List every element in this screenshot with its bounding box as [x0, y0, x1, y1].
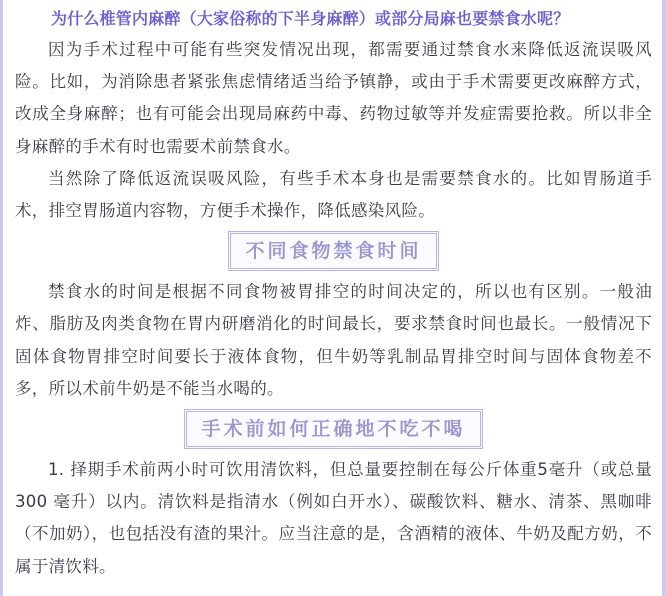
paragraph: 当然除了降低返流误吸风险，有些手术本身也是需要禁食水的。比如胃肠道手术，排空胃肠道内容物，方便手术操作，降低感染风险。: [15, 168, 652, 221]
section-heading-how-to-fast: 手术前如何正确地不吃不喝: [184, 409, 482, 449]
paragraph: 1. 择期手术前两小时可饮用清饮料，但总量要控制在每公斤体重5毫升（或总量300 毫升）以内。清饮料是指清水（例如白开水）、碳酸饮料、糖水、清茶、黑咖啡（不加奶），也包括没有渣的果汁。应当注意的是，含酒精的液体、牛奶及配方奶，不属于清饮料。: [15, 460, 652, 576]
section-heading-wrapper: [15, 231, 652, 271]
section-heading-wrapper: [15, 409, 652, 449]
section-heading-food-fasting-time: 不同食物禁食时间: [228, 231, 438, 271]
paragraph: 禁食水的时间是根据不同食物被胃排空的时间决定的，所以也有区别。一般油炸、脂肪及肉类食物在胃内研磨消化的时间最长，要求禁食时间也最长。一般情况下固体食物胃排空时间要长于液体食物，但牛奶等乳制品胃排空时间与固体食物差不多，所以术前牛奶是不能当水喝的。: [15, 282, 652, 398]
paragraph: 因为手术过程中可能有些突发情况出现，都需要通过禁食水来降低返流误吸风险。比如，为消除患者紧张焦虑情绪适当给予镇静，或由于手术需要更改麻醉方式，改成全身麻醉；也有可能会出现局麻药中毒、药物过敏等并发症需要抢救。所以非全身麻醉的手术有时也需要术前禁食水。: [15, 40, 652, 156]
article-title: 为什么椎管内麻醉（大家俗称的下半身麻醉）或部分局麻也要禁食水呢？: [51, 9, 570, 28]
